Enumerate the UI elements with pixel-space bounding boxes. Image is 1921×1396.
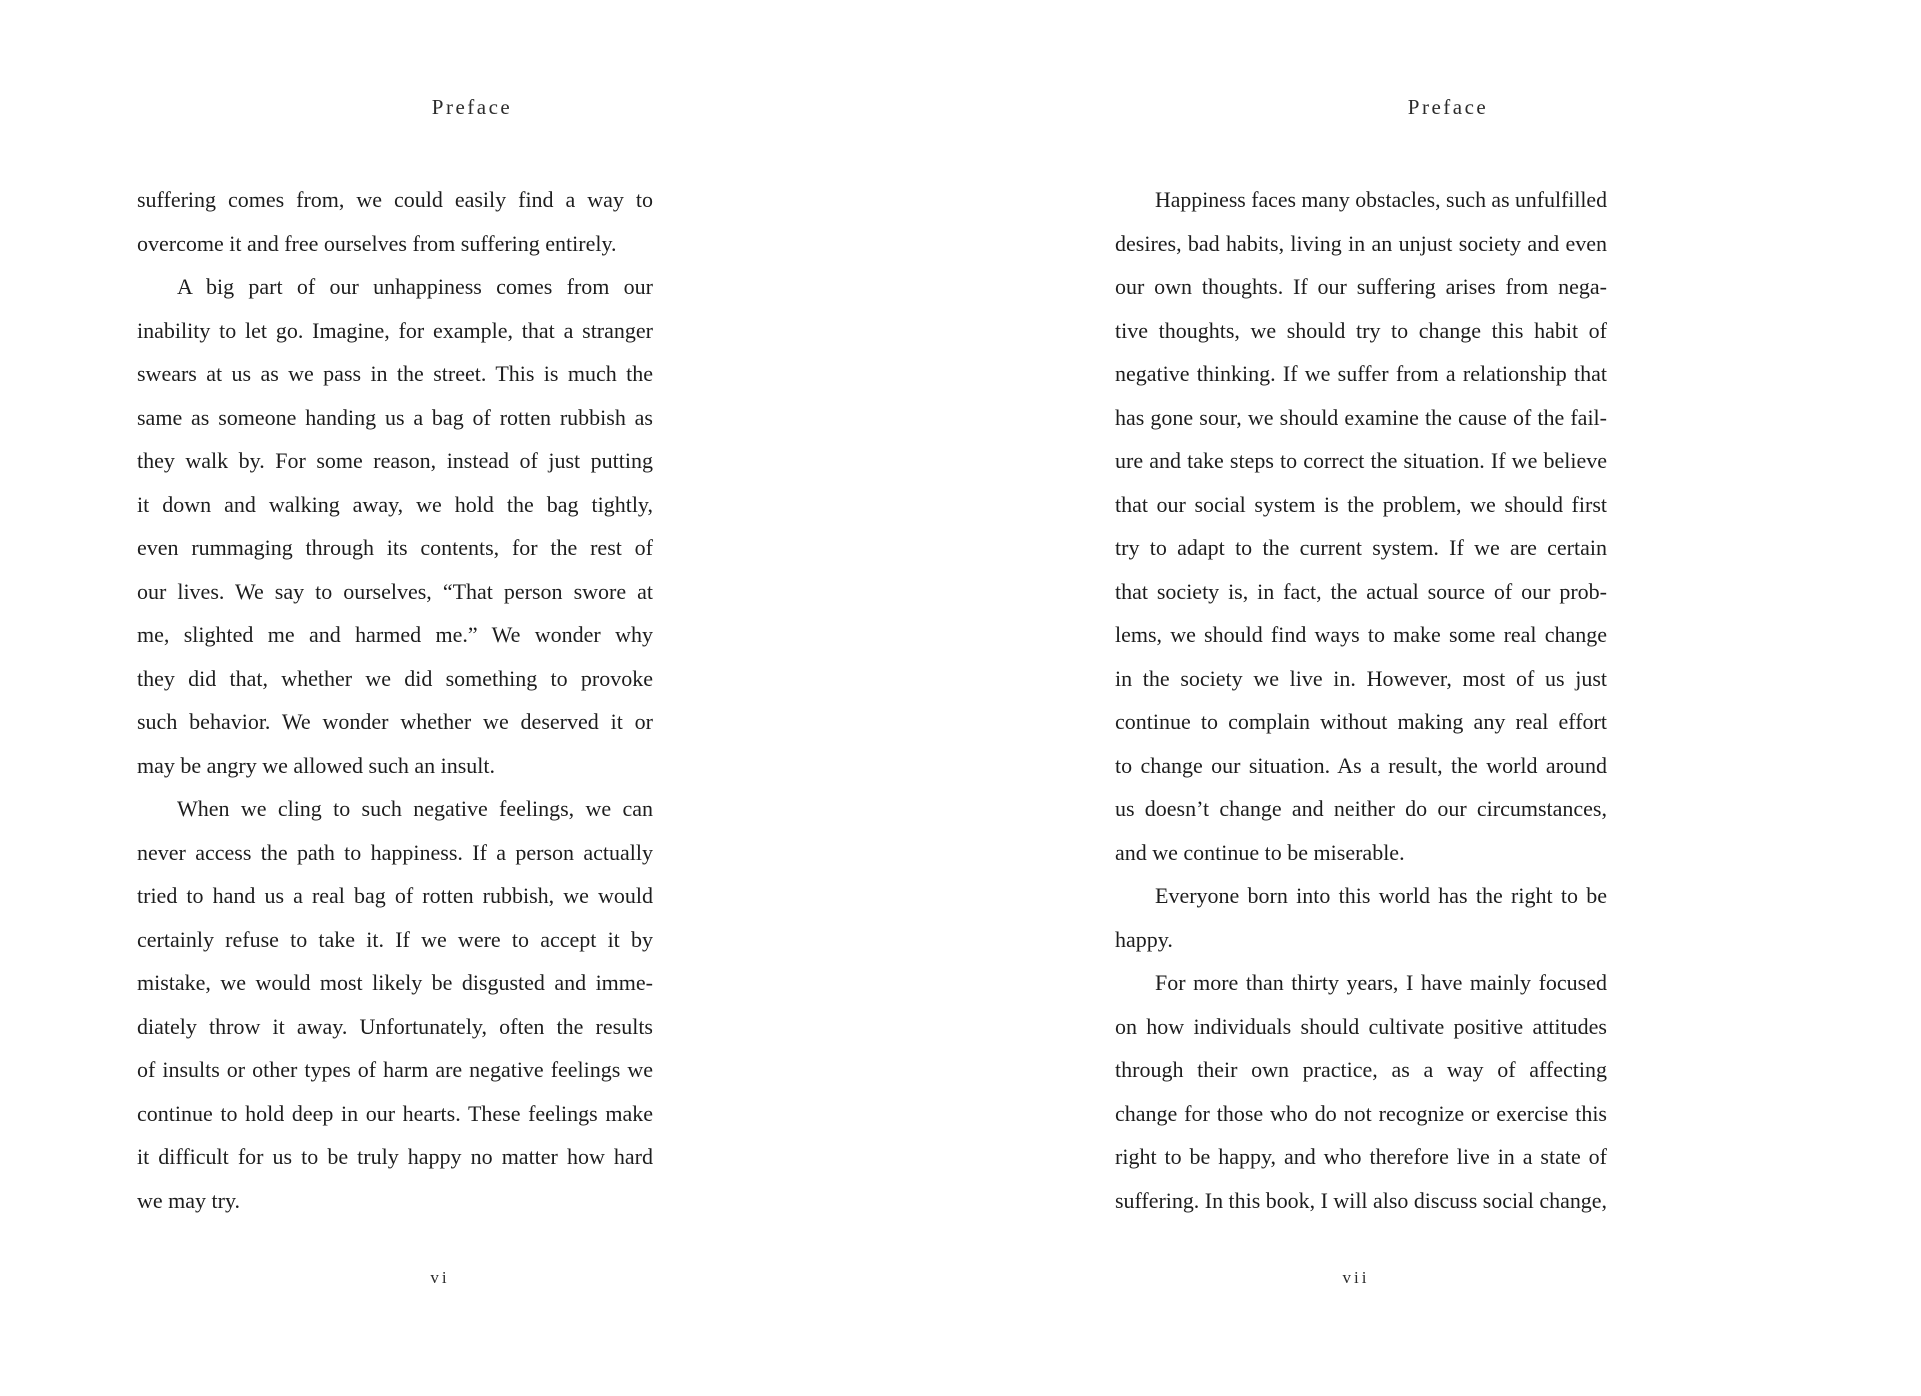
text-line-content: our own thoughts. If our suffering arises from nega-	[1115, 274, 1607, 299]
text-line-content: For more than thirty years, I have mainly focused	[1155, 970, 1607, 995]
text-line-content: of insults or other types of harm are negative feelings we	[137, 1057, 653, 1082]
text-line	[137, 222, 653, 266]
text-line	[1115, 526, 1607, 570]
text-line-content: Everyone born into this world has the right to be	[1155, 883, 1607, 908]
text-line-content: try to adapt to the current system. If we are certain	[1115, 535, 1607, 560]
text-line-content: lems, we should find ways to make some real change	[1115, 622, 1607, 647]
text-line	[137, 831, 653, 875]
text-line	[1115, 570, 1607, 614]
text-line-content: desires, bad habits, living in an unjust society and even	[1115, 230, 1607, 256]
text-line-content: mistake, we would most likely be disgusted and imme-	[137, 970, 653, 995]
text-line	[137, 744, 653, 788]
text-line	[137, 570, 653, 614]
text-line-content: has gone sour, we should examine the cause of the fail-	[1115, 404, 1607, 430]
text-line-content: suffering comes from, we could easily find a way to	[137, 187, 653, 212]
page-right	[960, 0, 1921, 1396]
text-line-content: swears at us as we pass in the street. This is much the	[137, 361, 653, 386]
text-line	[137, 396, 653, 440]
text-line	[137, 1048, 653, 1092]
text-line	[137, 1092, 653, 1136]
text-line-content: our lives. We say to ourselves, “That person swore at	[137, 578, 653, 604]
text-line-content: such behavior. We wonder whether we deserved it or	[137, 709, 653, 734]
text-line	[1115, 265, 1607, 309]
text-line	[137, 1179, 653, 1223]
text-line-content: it difficult for us to be truly happy no matter how hard	[137, 1144, 653, 1169]
body-text-right	[1115, 178, 1607, 1222]
running-header-left: Preface	[431, 95, 513, 119]
text-line	[1115, 178, 1607, 222]
text-line-content: inability to let go. Imagine, for example, that a stranger	[137, 317, 653, 343]
text-line-content: certainly refuse to take it. If we were to accept it by	[137, 926, 653, 952]
text-line-content: never access the path to happiness. If a person actually	[137, 839, 653, 865]
text-line-content: same as someone handing us a bag of rotten rubbish as	[137, 404, 653, 430]
text-line	[137, 1135, 653, 1179]
text-line-content: me, slighted me and harmed me.” We wonder why	[137, 622, 653, 647]
text-line	[1115, 657, 1607, 701]
text-line-content: continue to hold deep in our hearts. These feelings make	[137, 1100, 653, 1126]
text-line	[137, 483, 653, 527]
text-line-content: in the society we live in. However, most of us just	[1115, 665, 1607, 691]
text-line-content: we may try.	[137, 1187, 241, 1213]
text-line	[1115, 309, 1607, 353]
text-line-content: When we cling to such negative feelings, we can	[177, 796, 653, 821]
text-line	[137, 439, 653, 483]
text-line	[137, 1005, 653, 1049]
text-line-content: continue to complain without making any real effort	[1115, 709, 1607, 734]
text-line	[1115, 744, 1607, 788]
text-line	[1115, 831, 1607, 875]
text-line	[137, 961, 653, 1005]
text-line	[137, 309, 653, 353]
text-line	[1115, 222, 1607, 266]
text-line	[137, 352, 653, 396]
page-number-left: vi	[430, 1268, 450, 1287]
text-line-content: ure and take steps to correct the situation. If we believe	[1115, 448, 1607, 473]
page-left	[0, 0, 960, 1396]
text-line	[1115, 787, 1607, 831]
text-line	[1115, 700, 1607, 744]
text-line	[1115, 439, 1607, 483]
text-line-content: even rummaging through its contents, for the rest of	[137, 535, 653, 560]
text-line	[137, 657, 653, 701]
text-line-content: may be angry we allowed such an insult.	[137, 752, 496, 778]
text-line	[1115, 613, 1607, 657]
page-number-right: vii	[1342, 1268, 1370, 1287]
text-line	[137, 787, 653, 831]
text-line-content: tried to hand us a real bag of rotten rubbish, we would	[137, 883, 653, 908]
text-line-content: on how individuals should cultivate positive attitudes	[1115, 1013, 1607, 1039]
text-line-content: to change our situation. As a result, the world around	[1115, 752, 1607, 778]
text-line-content: A big part of our unhappiness comes from our	[177, 274, 653, 299]
text-line-content: diately throw it away. Unfortunately, often the results	[137, 1013, 653, 1039]
running-header-right: Preface	[1407, 95, 1489, 119]
text-line	[1115, 352, 1607, 396]
text-line	[137, 526, 653, 570]
text-line-content: change for those who do not recognize or exercise this	[1115, 1100, 1607, 1126]
text-line	[1115, 874, 1607, 918]
text-line	[137, 700, 653, 744]
text-line-content: they did that, whether we did something to provoke	[137, 665, 653, 691]
text-line	[137, 265, 653, 309]
text-line	[137, 178, 653, 222]
text-line-content: that our social system is the problem, we should first	[1115, 491, 1607, 517]
text-line	[1115, 918, 1607, 962]
text-line	[1115, 396, 1607, 440]
text-line-content: overcome it and free ourselves from suffering entirely.	[137, 230, 617, 256]
text-line	[1115, 1135, 1607, 1179]
text-line	[1115, 1048, 1607, 1092]
text-line	[137, 613, 653, 657]
text-line-content: negative thinking. If we suffer from a relationship that	[1115, 361, 1607, 386]
text-line	[1115, 961, 1607, 1005]
text-line-content: and we continue to be miserable.	[1115, 839, 1405, 865]
text-line-content: that society is, in fact, the actual source of our prob-	[1115, 578, 1607, 604]
text-line-content: happy.	[1115, 926, 1173, 952]
text-line-content: it down and walking away, we hold the bag tightly,	[137, 491, 653, 517]
text-line	[137, 874, 653, 918]
text-line-content: us doesn’t change and neither do our circumstances,	[1115, 796, 1607, 821]
text-line	[1115, 1092, 1607, 1136]
text-line-content: tive thoughts, we should try to change this habit of	[1115, 317, 1607, 343]
text-line	[1115, 1179, 1607, 1223]
text-line-content: suffering. In this book, I will also discuss social change,	[1115, 1187, 1607, 1213]
text-line-content: right to be happy, and who therefore live in a state of	[1115, 1144, 1607, 1169]
body-text-left	[137, 178, 653, 1222]
text-line-content: Happiness faces many obstacles, such as unfulfilled	[1155, 187, 1607, 212]
text-line-content: through their own practice, as a way of affecting	[1115, 1057, 1607, 1082]
text-line	[137, 918, 653, 962]
text-line	[1115, 483, 1607, 527]
text-line-content: they walk by. For some reason, instead of just putting	[137, 448, 653, 473]
text-line	[1115, 1005, 1607, 1049]
